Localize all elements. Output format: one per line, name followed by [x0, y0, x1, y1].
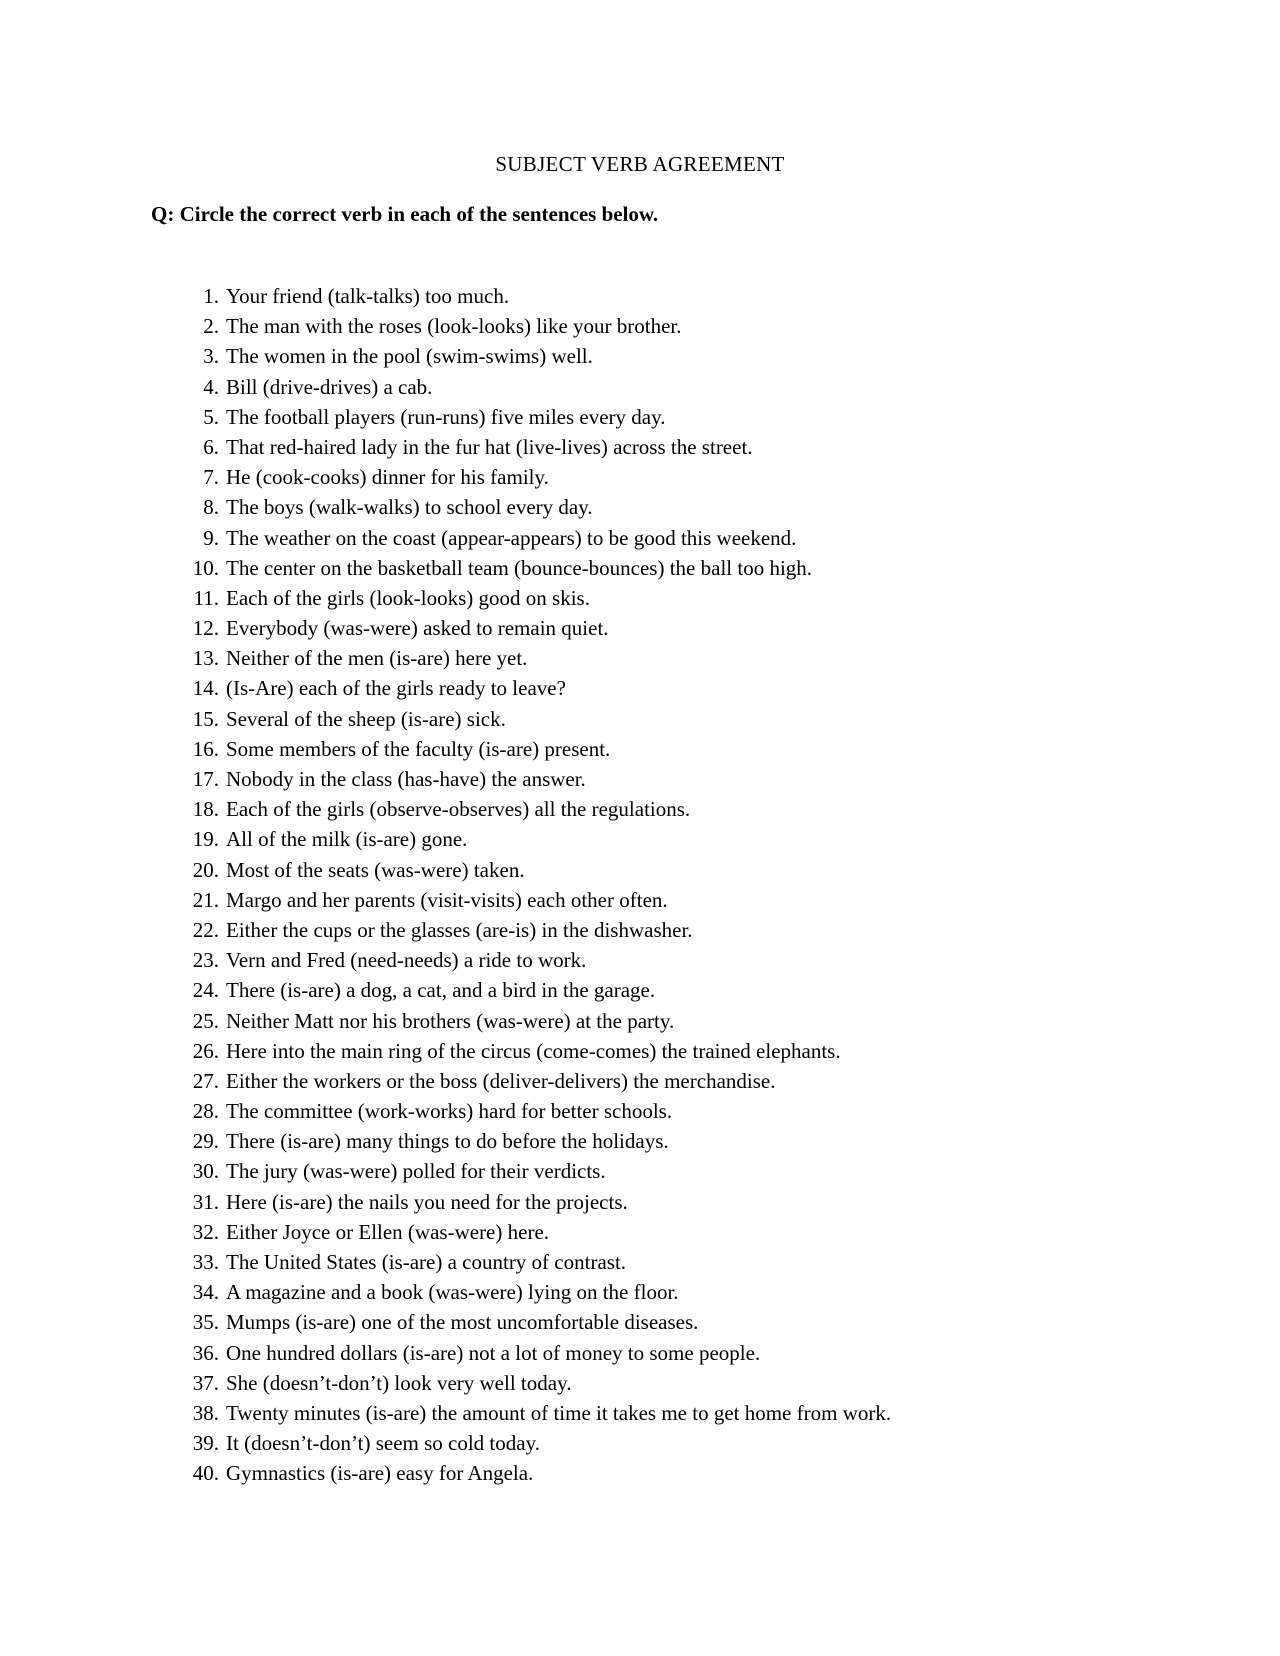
question-text: The center on the basketball team (bounce-bounces) the ball too high.: [226, 555, 813, 580]
question-text: He (cook-cooks) dinner for his family.: [226, 465, 549, 490]
question-number: 5.: [203, 404, 219, 429]
question-text: Twenty minutes (is-are) the amount of time it takes me to get home from work.: [226, 1400, 892, 1425]
question-number: 15.: [192, 706, 219, 731]
question-number: 34.: [192, 1280, 219, 1305]
question-text: Margo and her parents (visit-visits) each other often.: [226, 887, 668, 912]
question-text: Most of the seats (was-were) taken.: [226, 857, 525, 882]
question-text: There (is-are) many things to do before the holidays.: [226, 1129, 669, 1154]
question-number: 32.: [192, 1219, 219, 1244]
question-text: There (is-are) a dog, a cat, and a bird in the garage.: [226, 978, 656, 1003]
question-text: The United States (is-are) a country of contrast.: [226, 1250, 627, 1274]
question-text: Here into the main ring of the circus (come-comes) the trained elephants.: [226, 1038, 841, 1063]
question-number: 12.: [192, 616, 219, 641]
question-text: Your friend (talk-talks) too much.: [226, 284, 510, 308]
question-number: 17.: [192, 767, 219, 791]
question-number: 20.: [192, 857, 219, 882]
question-number: 27.: [192, 1068, 219, 1093]
question-text: Neither of the men (is-are) here yet.: [226, 646, 528, 671]
question-number: 9.: [203, 525, 219, 550]
question-number: 21.: [192, 887, 219, 912]
question-number: 33.: [192, 1250, 219, 1274]
question-number: 6.: [203, 434, 219, 459]
question-text: Gymnastics (is-are) easy for Angela.: [226, 1461, 534, 1486]
question-number: 13.: [192, 646, 219, 671]
question-number: 39.: [192, 1431, 219, 1456]
question-text: The women in the pool (swim-swims) well.: [226, 344, 593, 369]
question-number: 1.: [203, 284, 219, 308]
question-text: Each of the girls (look-looks) good on skis.: [226, 585, 590, 610]
question-text: The football players (run-runs) five miles every day.: [226, 404, 666, 429]
question-number: 22.: [192, 917, 219, 942]
question-number: 40.: [192, 1461, 219, 1486]
question-text: Some members of the faculty (is-are) present.: [226, 736, 611, 761]
question-number: 29.: [192, 1129, 219, 1154]
question-text: The weather on the coast (appear-appears) to be good this weekend.: [226, 525, 797, 550]
question-number: 24.: [192, 978, 219, 1003]
question-number: 31.: [192, 1189, 219, 1214]
question-text: Either the cups or the glasses (are-is) in the dishwasher.: [226, 917, 693, 942]
question-number: 38.: [192, 1400, 219, 1425]
question-text: Nobody in the class (has-have) the answer.: [226, 767, 586, 791]
question-number: 19.: [192, 827, 219, 852]
question-text: Mumps (is-are) one of the most uncomfortable diseases.: [226, 1310, 699, 1335]
question-text: The committee (work-works) hard for better schools.: [226, 1099, 673, 1124]
page-title: SUBJECT VERB AGREEMENT: [495, 152, 785, 176]
question-text: Either Joyce or Ellen (was-were) here.: [226, 1219, 550, 1244]
question-text: (Is-Are) each of the girls ready to leave?: [226, 676, 566, 701]
question-text: She (doesn’t-don’t) look very well today.: [226, 1370, 572, 1395]
question-number: 28.: [192, 1099, 219, 1124]
question-text: All of the milk (is-are) gone.: [226, 827, 468, 852]
question-number: 10.: [192, 555, 219, 580]
instruction-text: Q: Circle the correct verb in each of the sentences below.: [151, 202, 659, 226]
question-text: A magazine and a book (was-were) lying on the floor.: [226, 1280, 679, 1305]
question-text: It (doesn’t-don’t) seem so cold today.: [226, 1431, 540, 1456]
question-number: 18.: [192, 797, 219, 822]
question-number: 35.: [192, 1310, 219, 1335]
question-number: 26.: [192, 1038, 219, 1063]
question-number: 25.: [192, 1008, 219, 1033]
question-number: 4.: [203, 374, 219, 399]
question-text: Neither Matt nor his brothers (was-were) at the party.: [226, 1008, 675, 1033]
question-text: That red-haired lady in the fur hat (live-lives) across the street.: [226, 434, 753, 459]
question-text: One hundred dollars (is-are) not a lot of money to some people.: [226, 1340, 761, 1365]
question-text: The man with the roses (look-looks) like your brother.: [226, 314, 682, 339]
question-text: Either the workers or the boss (deliver-delivers) the merchandise.: [226, 1068, 776, 1093]
question-number: 30.: [192, 1159, 219, 1184]
question-text: Each of the girls (observe-observes) all the regulations.: [226, 797, 691, 822]
question-number: 11.: [193, 585, 219, 610]
question-number: 8.: [203, 495, 219, 520]
question-number: 16.: [192, 736, 219, 761]
question-text: Bill (drive-drives) a cab.: [226, 374, 433, 399]
question-number: 2.: [203, 314, 219, 339]
question-text: Vern and Fred (need-needs) a ride to work.: [226, 948, 587, 973]
question-number: 36.: [192, 1340, 219, 1365]
question-number: 7.: [203, 465, 219, 490]
question-number: 37.: [192, 1370, 219, 1395]
question-text: The boys (walk-walks) to school every day.: [226, 495, 593, 520]
question-number: 23.: [192, 948, 219, 973]
question-number: 3.: [203, 344, 219, 369]
question-text: Here (is-are) the nails you need for the projects.: [226, 1189, 628, 1214]
question-text: Everybody (was-were) asked to remain quiet.: [226, 616, 609, 641]
question-text: The jury (was-were) polled for their verdicts.: [226, 1159, 606, 1184]
question-text: Several of the sheep (is-are) sick.: [226, 706, 506, 731]
question-number: 14.: [192, 676, 219, 701]
